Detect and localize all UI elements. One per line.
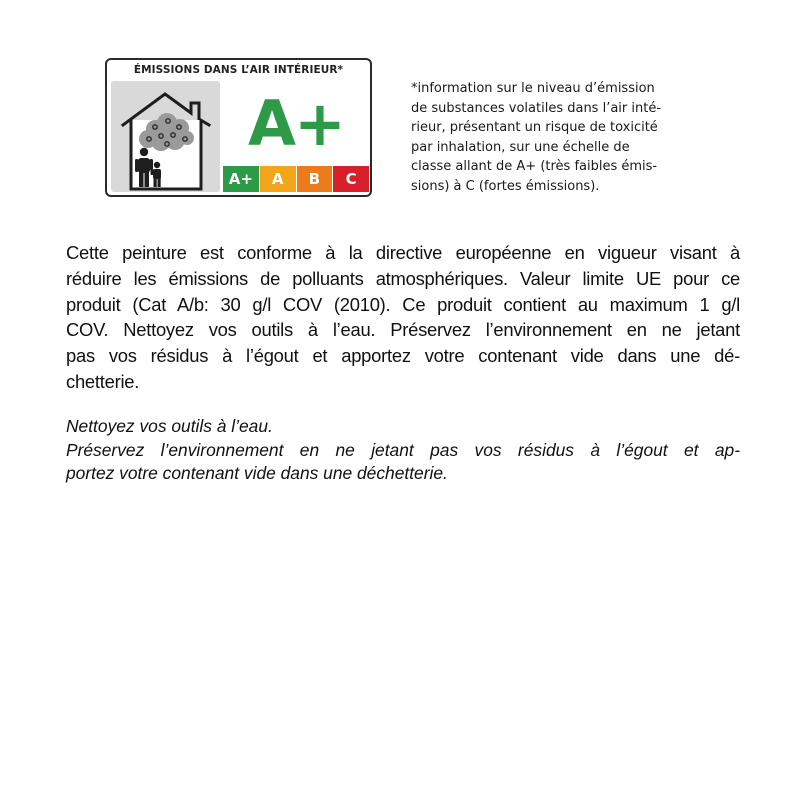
paragraph-line: COV. Nettoyez vos outils à l’eau. Préservez l’environnement en ne jetant: [66, 319, 740, 341]
paragraph-line: Cette peinture est conforme à la directive européenne en vigueur visant à: [66, 242, 740, 263]
instruction-line: Nettoyez vos outils à l’eau.: [66, 416, 273, 436]
instruction-line: Préservez l’environnement en ne jetant pas vos résidus à l’égout et ap-: [66, 439, 740, 460]
paragraph-line: chetterie.: [66, 370, 140, 392]
paragraph-line: réduire les émissions de polluants atmosphériques. Valeur limite UE pour ce: [66, 267, 740, 289]
scale-cell-a: A: [260, 166, 296, 192]
scale-cell-c: C: [333, 166, 369, 192]
grade-panel: [223, 81, 369, 192]
footnote-line: classe allant de A+ (très faibles émis-: [411, 159, 658, 174]
house-illustration-panel: [111, 81, 220, 192]
paragraph-line: produit (Cat A/b: 30 g/l COV (2010). Ce produit contient au maximum 1 g/l: [66, 293, 740, 315]
italic-instructions: [66, 415, 740, 486]
grade-scale: [223, 166, 369, 192]
emissions-label: [105, 58, 372, 197]
footnote-line: rieur, présentant un risque de toxicité: [411, 120, 658, 135]
label-footnote: [411, 79, 697, 196]
footnote-line: par inhalation, sur une échelle de: [411, 139, 630, 155]
instruction-line: portez votre contenant vide dans une déchetterie.: [66, 463, 448, 483]
emission-grade: A+: [248, 87, 344, 160]
footnote-line: sions) à C (fortes émissions).: [411, 178, 600, 194]
scale-cell-b: B: [297, 166, 333, 192]
footnote-line: *information sur le niveau d’émission: [411, 81, 655, 96]
scale-cell-a-plus: A+: [223, 166, 259, 192]
footnote-line: de substances volatiles dans l’air inté-: [411, 100, 662, 116]
compliance-paragraph: [66, 240, 740, 395]
paragraph-line: pas vos résidus à l’égout et apportez votre contenant vide dans une dé-: [66, 345, 740, 367]
label-title: ÉMISSIONS DANS L’AIR INTÉRIEUR*: [133, 64, 344, 76]
house-with-pollution-icon: [111, 81, 220, 192]
